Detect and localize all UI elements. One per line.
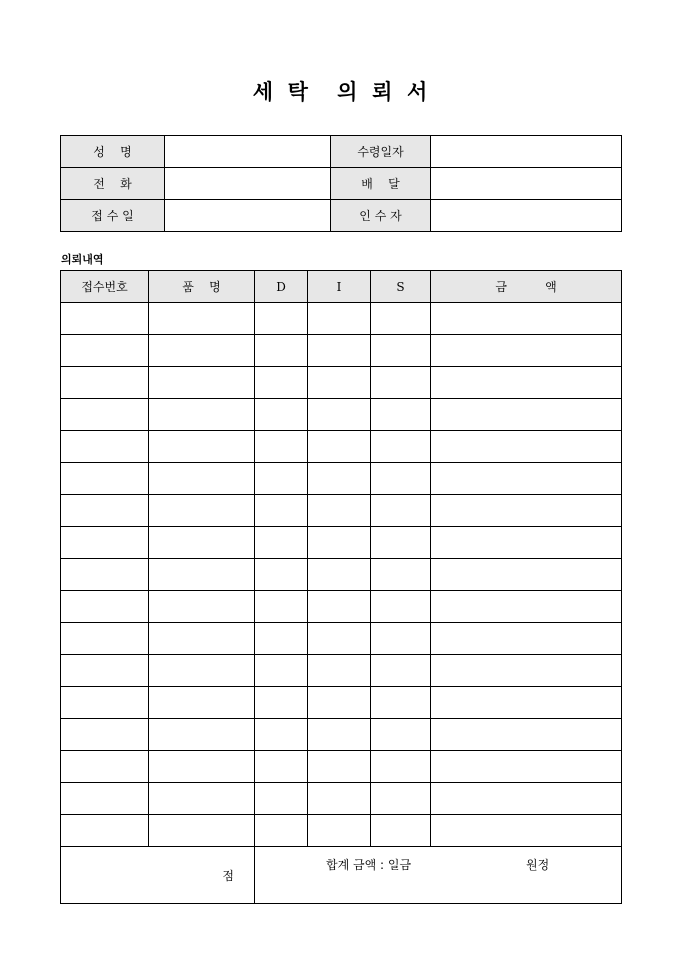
cell-receipt-no[interactable]	[61, 527, 149, 559]
cell-d[interactable]	[255, 655, 308, 687]
cell-i[interactable]	[308, 655, 371, 687]
cell-amount[interactable]	[431, 463, 622, 495]
cell-amount[interactable]	[431, 335, 622, 367]
cell-i[interactable]	[308, 335, 371, 367]
cell-i[interactable]	[308, 623, 371, 655]
cell-d[interactable]	[255, 783, 308, 815]
name-field[interactable]	[165, 136, 331, 168]
cell-s[interactable]	[371, 591, 431, 623]
cell-amount[interactable]	[431, 623, 622, 655]
cell-i[interactable]	[308, 367, 371, 399]
name-label: 성 명	[61, 136, 165, 168]
receive-date-field[interactable]	[431, 136, 622, 168]
cell-i[interactable]	[308, 719, 371, 751]
cell-i[interactable]	[308, 687, 371, 719]
phone-label: 전 화	[61, 168, 165, 200]
cell-receipt-no[interactable]	[61, 751, 149, 783]
cell-s[interactable]	[371, 431, 431, 463]
cell-amount[interactable]	[431, 687, 622, 719]
header-d: D	[255, 271, 308, 303]
cell-amount[interactable]	[431, 367, 622, 399]
cell-item-name[interactable]	[149, 719, 255, 751]
table-row	[61, 687, 622, 719]
cell-item-name[interactable]	[149, 335, 255, 367]
receiver-field[interactable]	[431, 200, 622, 232]
cell-i[interactable]	[308, 783, 371, 815]
cell-amount[interactable]	[431, 719, 622, 751]
cell-amount[interactable]	[431, 527, 622, 559]
cell-d[interactable]	[255, 335, 308, 367]
cell-d[interactable]	[255, 719, 308, 751]
table-row	[61, 527, 622, 559]
cell-d[interactable]	[255, 367, 308, 399]
table-row	[61, 719, 622, 751]
cell-receipt-no[interactable]	[61, 399, 149, 431]
cell-item-name[interactable]	[149, 527, 255, 559]
cell-s[interactable]	[371, 399, 431, 431]
cell-receipt-no[interactable]	[61, 623, 149, 655]
cell-i[interactable]	[308, 591, 371, 623]
cell-s[interactable]	[371, 527, 431, 559]
total-count-unit: 점	[61, 847, 255, 904]
cell-s[interactable]	[371, 719, 431, 751]
items-header-row	[61, 271, 622, 303]
cell-receipt-no[interactable]	[61, 335, 149, 367]
receive-date-label: 수령일자	[331, 136, 431, 168]
document-title: 세 탁 의 뢰 서	[252, 79, 428, 104]
cell-s[interactable]	[371, 687, 431, 719]
cell-i[interactable]	[308, 815, 371, 847]
cell-s[interactable]	[371, 655, 431, 687]
won-label: 원정	[526, 858, 550, 872]
cell-amount[interactable]	[431, 303, 622, 335]
cell-s[interactable]	[371, 623, 431, 655]
cell-i[interactable]	[308, 399, 371, 431]
cell-i[interactable]	[308, 751, 371, 783]
section-title: 의뢰내역	[61, 253, 104, 266]
info-row	[61, 200, 622, 232]
table-row	[61, 655, 622, 687]
cell-item-name[interactable]	[149, 751, 255, 783]
table-row	[61, 303, 622, 335]
cell-s[interactable]	[371, 815, 431, 847]
delivery-label: 배 달	[331, 168, 431, 200]
cell-item-name[interactable]	[149, 431, 255, 463]
total-sum-label: 합계 금액 : 일금	[326, 858, 412, 872]
cell-amount[interactable]	[431, 399, 622, 431]
cell-receipt-no[interactable]	[61, 431, 149, 463]
table-row	[61, 623, 622, 655]
cell-d[interactable]	[255, 559, 308, 591]
cell-d[interactable]	[255, 495, 308, 527]
intake-date-field[interactable]	[165, 200, 331, 232]
receiver-label: 인 수 자	[331, 200, 431, 232]
table-row	[61, 431, 622, 463]
cell-i[interactable]	[308, 431, 371, 463]
table-row	[61, 495, 622, 527]
cell-item-name[interactable]	[149, 559, 255, 591]
cell-amount[interactable]	[431, 655, 622, 687]
table-row	[61, 783, 622, 815]
cell-item-name[interactable]	[149, 687, 255, 719]
cell-amount[interactable]	[431, 559, 622, 591]
table-row	[61, 367, 622, 399]
header-item-name: 품 명	[149, 271, 255, 303]
cell-s[interactable]	[371, 303, 431, 335]
cell-i[interactable]	[308, 463, 371, 495]
delivery-field[interactable]	[431, 168, 622, 200]
cell-amount[interactable]	[431, 495, 622, 527]
header-s: S	[371, 271, 431, 303]
cell-amount[interactable]	[431, 591, 622, 623]
cell-d[interactable]	[255, 815, 308, 847]
cell-receipt-no[interactable]	[61, 591, 149, 623]
cell-d[interactable]	[255, 591, 308, 623]
cell-s[interactable]	[371, 367, 431, 399]
table-row	[61, 399, 622, 431]
table-row	[61, 591, 622, 623]
cell-d[interactable]	[255, 623, 308, 655]
cell-d[interactable]	[255, 399, 308, 431]
table-row	[61, 559, 622, 591]
cell-s[interactable]	[371, 751, 431, 783]
cell-item-name[interactable]	[149, 303, 255, 335]
table-row	[61, 335, 622, 367]
cell-i[interactable]	[308, 527, 371, 559]
header-i: I	[308, 271, 371, 303]
cell-item-name[interactable]	[149, 591, 255, 623]
header-receipt-no: 접수번호	[61, 271, 149, 303]
cell-receipt-no[interactable]	[61, 815, 149, 847]
cell-d[interactable]	[255, 527, 308, 559]
cell-s[interactable]	[371, 495, 431, 527]
cell-amount[interactable]	[431, 815, 622, 847]
cell-item-name[interactable]	[149, 463, 255, 495]
cell-s[interactable]	[371, 335, 431, 367]
cell-receipt-no[interactable]	[61, 655, 149, 687]
cell-item-name[interactable]	[149, 367, 255, 399]
cell-receipt-no[interactable]	[61, 559, 149, 591]
cell-d[interactable]	[255, 303, 308, 335]
cell-amount[interactable]	[431, 431, 622, 463]
cell-receipt-no[interactable]	[61, 303, 149, 335]
cell-s[interactable]	[371, 559, 431, 591]
cell-d[interactable]	[255, 431, 308, 463]
cell-amount[interactable]	[431, 783, 622, 815]
info-row	[61, 136, 622, 168]
header-amount: 금 액	[431, 271, 622, 303]
info-row	[61, 168, 622, 200]
cell-item-name[interactable]	[149, 495, 255, 527]
cell-item-name[interactable]	[149, 623, 255, 655]
cell-receipt-no[interactable]	[61, 463, 149, 495]
table-row	[61, 463, 622, 495]
cell-d[interactable]	[255, 687, 308, 719]
intake-date-label: 접 수 일	[61, 200, 165, 232]
cell-i[interactable]	[308, 303, 371, 335]
cell-d[interactable]	[255, 751, 308, 783]
items-table	[60, 270, 622, 904]
cell-item-name[interactable]	[149, 399, 255, 431]
customer-info-table	[60, 135, 622, 232]
cell-amount[interactable]	[431, 751, 622, 783]
cell-s[interactable]	[371, 463, 431, 495]
table-row	[61, 751, 622, 783]
cell-item-name[interactable]	[149, 815, 255, 847]
cell-item-name[interactable]	[149, 655, 255, 687]
cell-d[interactable]	[255, 463, 308, 495]
cell-receipt-no[interactable]	[61, 783, 149, 815]
cell-receipt-no[interactable]	[61, 719, 149, 751]
cell-s[interactable]	[371, 783, 431, 815]
total-sum-cell	[255, 847, 622, 904]
cell-i[interactable]	[308, 559, 371, 591]
phone-field[interactable]	[165, 168, 331, 200]
cell-i[interactable]	[308, 495, 371, 527]
cell-item-name[interactable]	[149, 783, 255, 815]
cell-receipt-no[interactable]	[61, 495, 149, 527]
cell-receipt-no[interactable]	[61, 367, 149, 399]
table-row	[61, 815, 622, 847]
total-row	[61, 847, 622, 904]
cell-receipt-no[interactable]	[61, 687, 149, 719]
